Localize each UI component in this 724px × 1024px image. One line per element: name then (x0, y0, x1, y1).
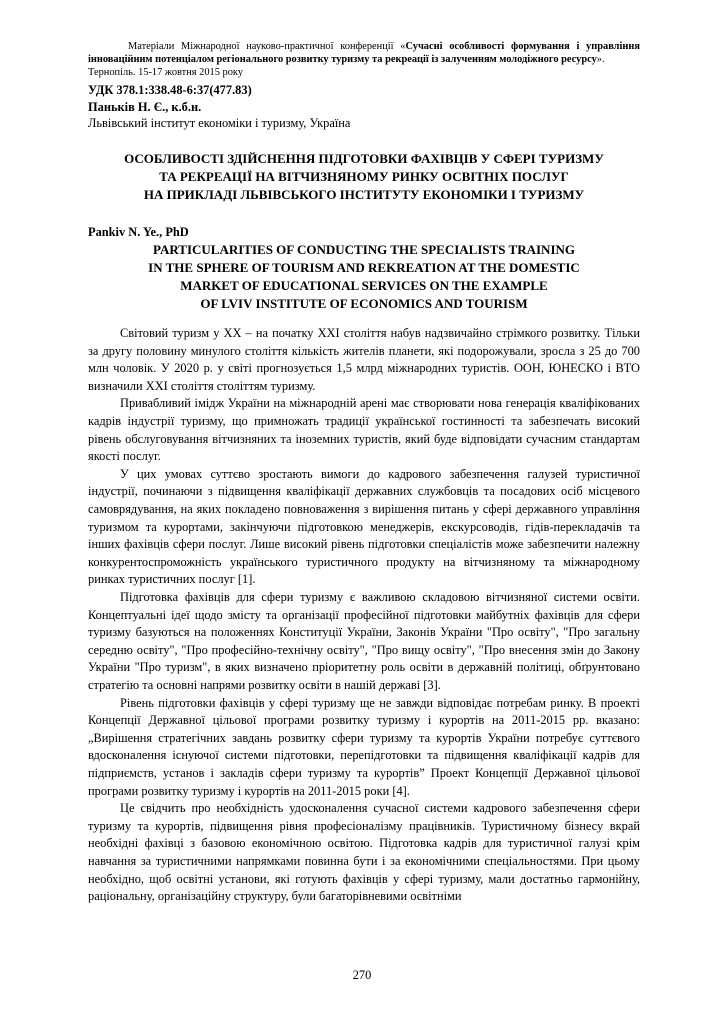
title-en-line: OF LVIV INSTITUTE OF ECONOMICS AND TOURISM (200, 296, 528, 312)
page-number: 270 (352, 968, 372, 982)
title-ua (88, 150, 640, 204)
author-ua: Паньків Н. Є., к.б.н. (88, 99, 202, 114)
paragraph: У цих умовах суттєво зростають вимоги до кадрового забезпечення галузей туристичної індустрії, починаючи з підвищення кваліфікації державних службовців та посадових осіб місцевого самоврядування, на яких покладено повноваження з вирішення питань у сфері державного управління туризмом та курортами, закінчуючи підготовкою менеджерів, екскурсоводів, гідів-перекладачів та інших фахівців сфери послуг. Лише високий рівень підготовки спеціалістів може забезпечити належну конкурентоспроможність українського туристичного продукту на вітчизняному та міжнародному ринках туристичних послуг [1]. (88, 466, 640, 587)
conference-header (88, 40, 640, 79)
udk-code: УДК 378.1:338.48-6:37(477.83) (88, 83, 252, 97)
title-ua-line: НА ПРИКЛАДІ ЛЬВІВСЬКОГО ІНСТИТУТУ ЕКОНОМІКИ І ТУРИЗМУ (143, 186, 585, 202)
body-text (88, 325, 640, 906)
paragraph: Підготовка фахівців для сфери туризму є важливою складовою вітчизняної системи освіти. Концептуальні ідеї щодо змісту та організації професійної підготовки майбутніх фахівців для сфери туризму базуються на положеннях Конституції України, Законів України "Про освіту", "Про загальну середню освіту", "Про професійно-технічну освіту", "Про вищу освіту", "Про внесення змін до Закону України "Про туризм", в яких визначено пріоритетну роль освіти в державній політиці, обґрунтовано стратегію та основні напрями розвитку освіти в нашій державі [3]. (88, 590, 640, 692)
title-ua-line: ОСОБЛИВОСТІ ЗДІЙСНЕННЯ ПІДГОТОВКИ ФАХІВЦІВ У СФЕРІ ТУРИЗМУ (124, 150, 604, 166)
conference-title: Сучасні особливості формування і управління інноваційним потенціалом регіонального розвитку туризму та рекреації із залученням молодіжного ресурсу (88, 41, 640, 65)
paragraph: Світовий туризм у ХХ – на початку ХХІ століття набув надзвичайно стрімкого розвитку. Тільки за другу половину минулого століття кількість жителів планети, які подорожували, зросла з 25 до 700 млн чоловік. У 2020 р. у світі прогнозується 1,5 млрд міжнародних туристів. ООН, ЮНЕСКО і ВТО визначили ХХІ століття століттям туризму. (88, 326, 640, 393)
title-en-line: IN THE SPHERE OF TOURISM AND REKREATION AT THE DOMESTIC (148, 260, 580, 276)
institution: Львівський інститут економіки і туризму, Україна (88, 116, 351, 130)
document-page (88, 40, 640, 906)
conference-citation: Матеріали Міжнародної науково-практичної конференції «Сучасні особливості формування і управління інноваційним потенціалом регіонального розвитку туризму та рекреації із залученням молодіжного ресурсу». (88, 41, 640, 65)
title-en-line: PARTICULARITIES OF CONDUCTING THE SPECIALISTS TRAINING (152, 242, 576, 258)
conference-dates: Тернопіль. 15-17 жовтня 2015 року (88, 67, 244, 78)
title-en (88, 241, 640, 313)
paragraph: Привабливий імідж України на міжнародній арені має створювати нова генерація кваліфікованих кадрів індустрії туризму, що примножать традиції української гостинності та забезпечать високий рівень обслуговування вітчизняних та іноземних туристів, який буде відповідати сучасним стандартам якості послуг. (88, 396, 640, 464)
paragraph: Рівень підготовки фахівців у сфері туризму ще не завжди відповідає потребам ринку. В проекті Концепції Державної цільової програми розвитку туризму і курортів на 2011-2015 рр. вказано: „Вирішення стратегічних завдань розвитку сфери туризму та курортів України потребує суттєвого вдосконалення існуючої системи підготовки, перепідготовки та підвищення кваліфікації кадрів для підприємств, установ і закладів сфери туризму та курортів” Проект Концепції Державної цільової програми розвитку туризму і курортів на 2011-2015 роки [4]. (88, 695, 640, 798)
title-en-line: MARKET OF EDUCATIONAL SERVICES ON THE EXAMPLE (180, 278, 548, 294)
paragraph: Це свідчить про необхідність удосконалення сучасної системи кадрового забезпечення сфери туризму та курортів, підвищення рівня професіоналізму працівників. Туристичному бізнесу вкрай необхідні фахівці з базовою економічною освітою. Підготовка кадрів для туристичної галузі крім навчання за туристичними напрямками повинна бути і за економічними спеціальностями. При цьому необхідно, щоб освітні установи, які готують фахівців у сфері туризму, мали достатньо гармонійну, раціональну, організаційну структуру, були багаторівневими освітніми (88, 801, 640, 904)
author-en: Pankiv N. Ye., PhD (88, 224, 189, 239)
title-ua-line: ТА РЕКРЕАЦІЇ НА ВІТЧИЗНЯНОМУ РИНКУ ОСВІТНІХ ПОСЛУГ (159, 168, 569, 184)
